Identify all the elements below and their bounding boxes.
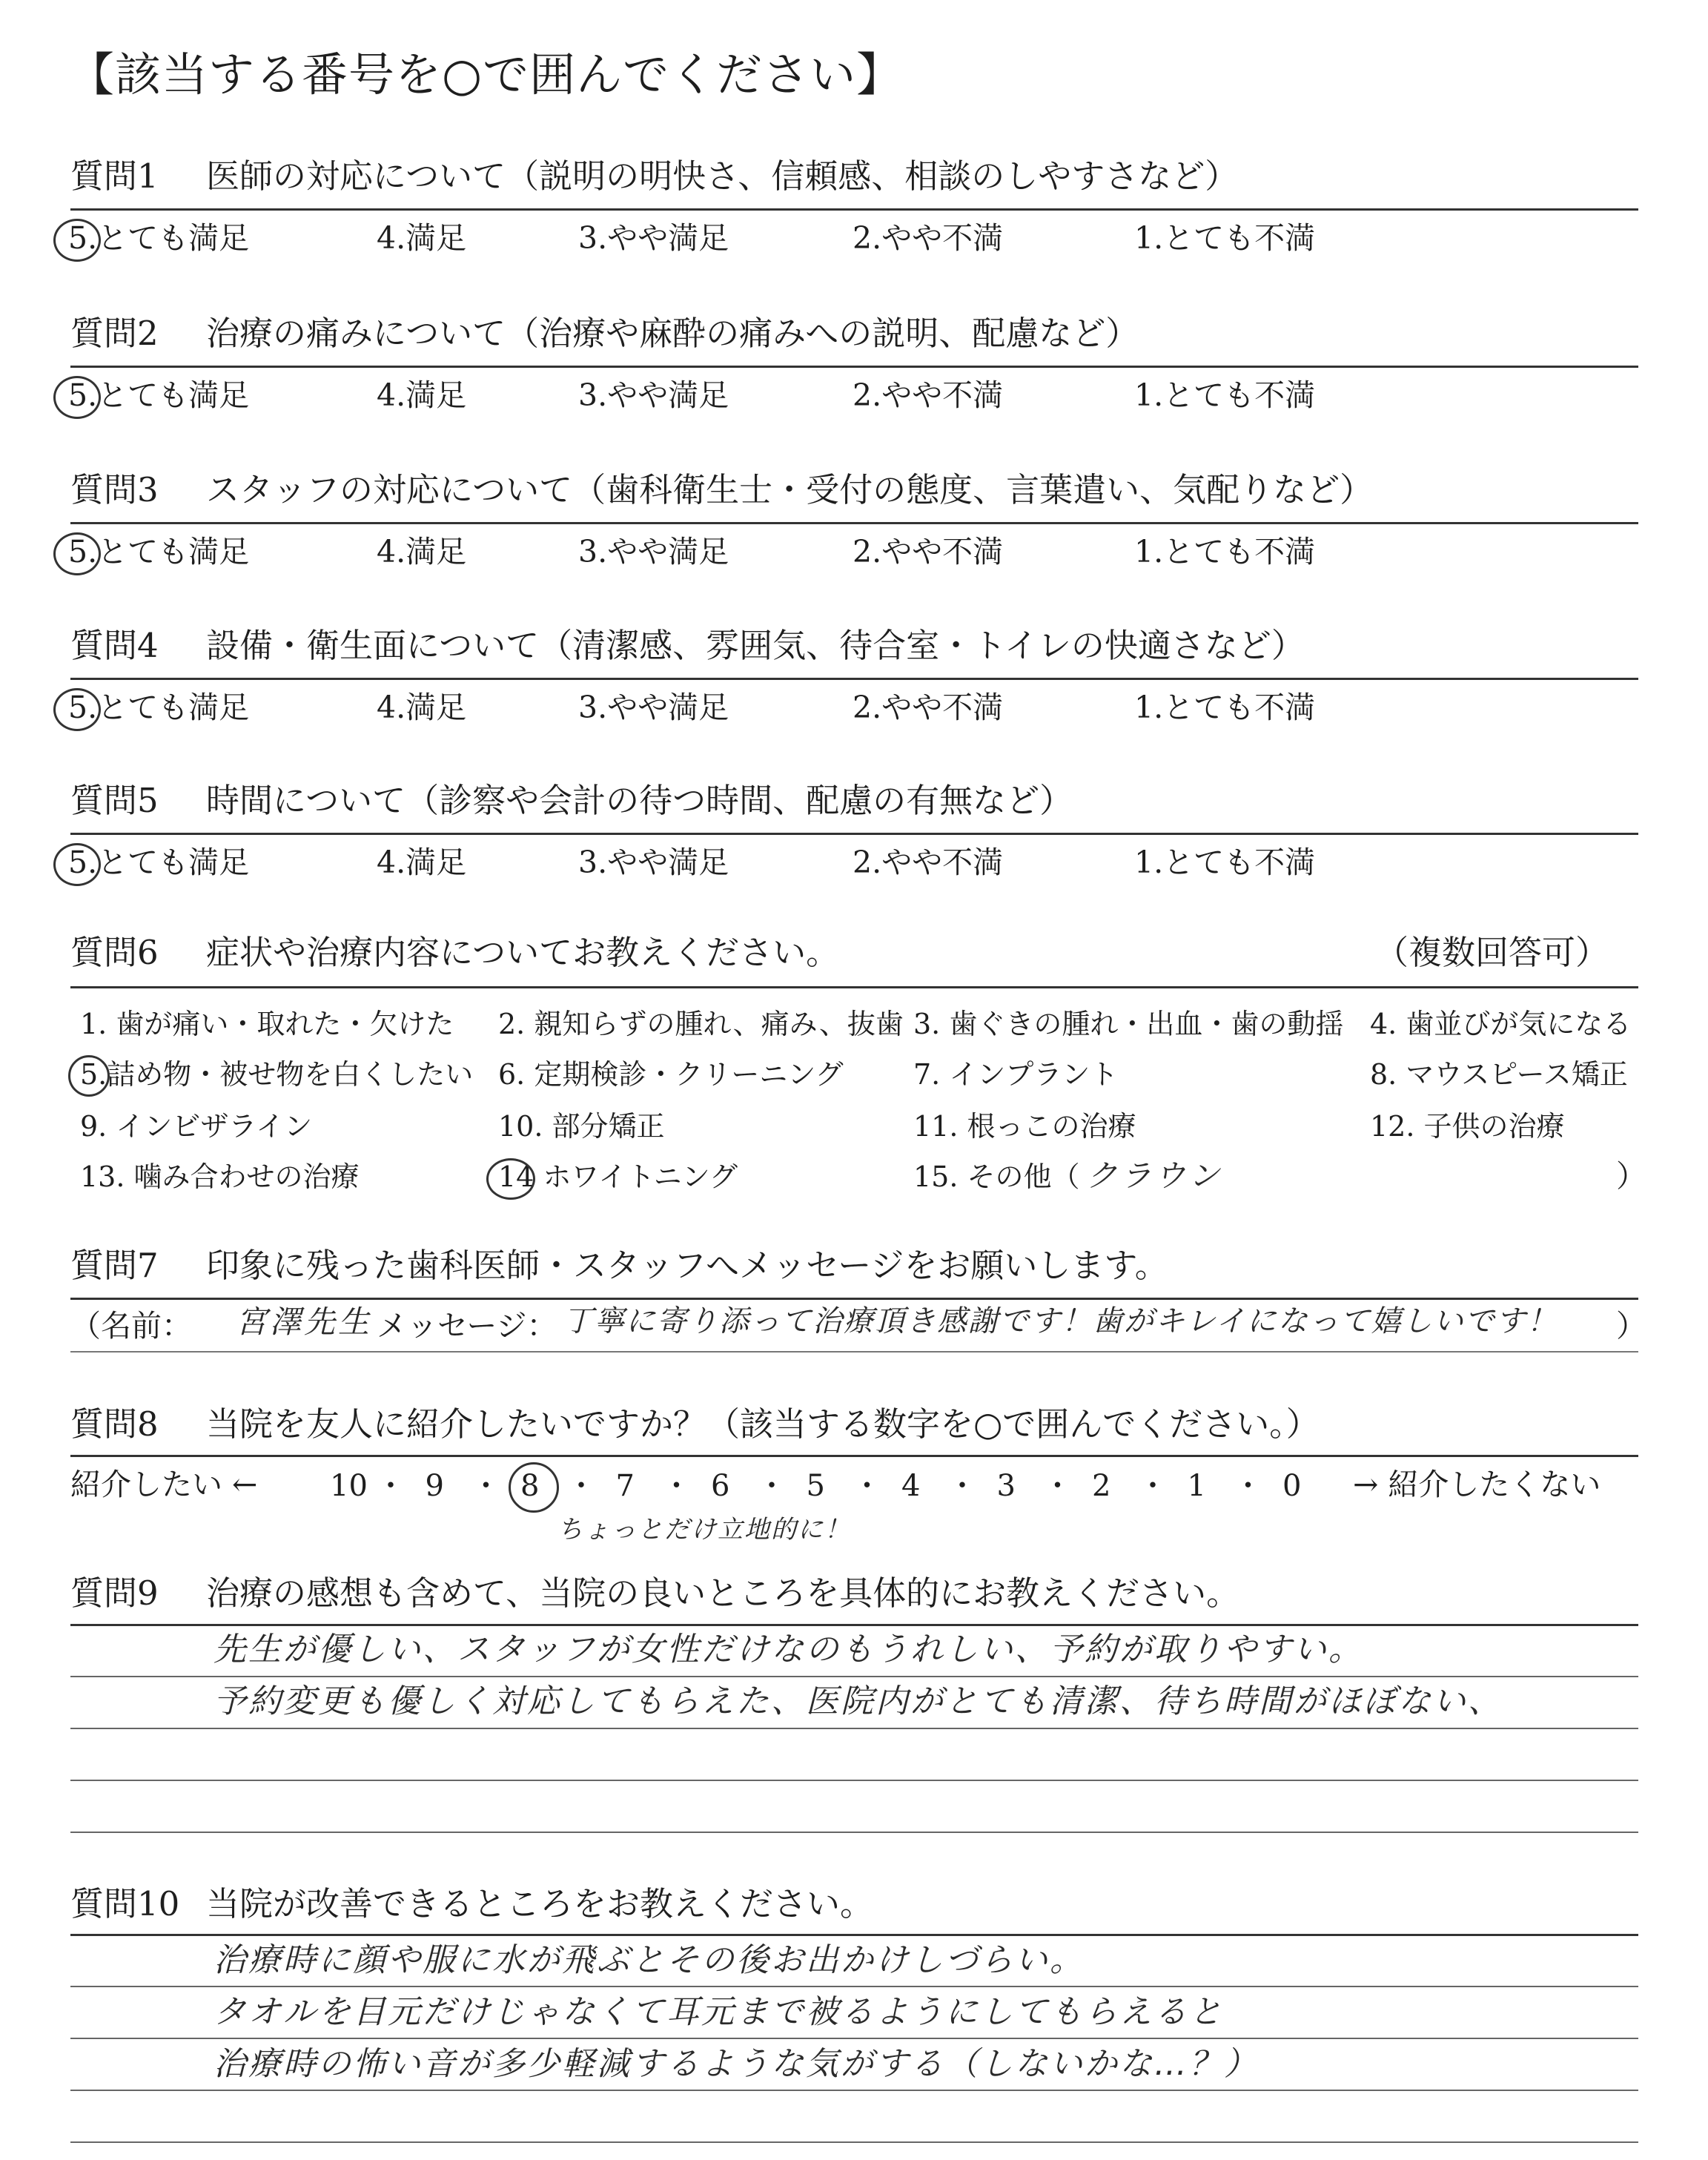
q8-scale-3[interactable]: 3 (996, 1469, 1016, 1503)
q9-answer-rule (70, 1728, 1638, 1729)
q4-option-5[interactable]: 5.とても満足 (68, 690, 250, 725)
q9-rule (70, 1624, 1638, 1626)
q3-label: 質問3 (70, 470, 159, 509)
q1-label: 質問1 (70, 156, 159, 196)
q5-text: 時間について（診察や会計の待つ時間、配慮の有無など） (206, 781, 1073, 820)
q10-answer-rule (70, 2038, 1638, 2039)
q8-scale-separator: ・ (471, 1469, 501, 1503)
q2-text: 治療の痛みについて（治療や麻酔の痛みへの説明、配慮など） (206, 314, 1139, 353)
q10-rule (70, 1934, 1638, 1936)
q3-option-3[interactable]: 3.やや満足 (578, 534, 729, 569)
q7-answer-rule (70, 1351, 1638, 1353)
q4-option-3[interactable]: 3.やや満足 (578, 690, 729, 725)
q8-scale-1[interactable]: 1 (1187, 1469, 1206, 1503)
q4-label: 質問4 (70, 626, 159, 665)
q7-message-value[interactable]: 丁寧に寄り添って治療頂き感謝です！歯がキレイになって嬉しいです！ (563, 1304, 1558, 1338)
q7-rule (70, 1298, 1638, 1300)
q6-option-9[interactable]: 9. インビザライン (80, 1110, 313, 1143)
q2-option-2[interactable]: 2.やや不満 (853, 377, 1004, 413)
q8-scale-0[interactable]: 0 (1282, 1469, 1302, 1503)
q6-option-15[interactable]: 15. その他（ (913, 1160, 1080, 1193)
q8-selected-circle[interactable] (509, 1462, 559, 1513)
q8-scale-8[interactable]: 8 (520, 1469, 540, 1503)
q6-selected-circle-5[interactable] (68, 1055, 110, 1097)
q9-answer-rule (70, 1832, 1638, 1833)
q7-name-label: （名前： (70, 1308, 192, 1344)
page-title: 【該当する番号を○で囲んでください】 (68, 47, 904, 102)
q1-rule (70, 208, 1638, 211)
q6-option-12[interactable]: 12. 子供の治療 (1370, 1110, 1565, 1143)
q7-close-paren: ） (1616, 1308, 1646, 1344)
q1-option-4[interactable]: 4.満足 (377, 220, 467, 256)
q3-option-2[interactable]: 2.やや不満 (853, 534, 1004, 569)
q1-option-5[interactable]: 5.とても満足 (68, 220, 250, 256)
q6-option-6[interactable]: 6. 定期検診・クリーニング (498, 1058, 844, 1091)
q8-scale-2[interactable]: 2 (1092, 1469, 1111, 1503)
q8-right-label: → 紹介したくない (1353, 1467, 1601, 1502)
q6-option-3[interactable]: 3. 歯ぐきの腫れ・出血・歯の動揺 (913, 1008, 1344, 1040)
q9-answer-line[interactable]: 先生が優しい、スタッフが女性だけなのもうれしい、予約が取りやすい。 (214, 1631, 1363, 1668)
q9-answer-rule (70, 1676, 1638, 1677)
q8-comment: ちょっとだけ立地的に！ (557, 1515, 851, 1545)
q2-option-1[interactable]: 1.とても不満 (1134, 377, 1316, 413)
q5-selected-circle[interactable] (53, 843, 101, 886)
q6-option-4[interactable]: 4. 歯並びが気になる (1370, 1008, 1632, 1040)
q5-rule (70, 833, 1638, 835)
q10-answer-rule (70, 2090, 1638, 2091)
q3-rule (70, 522, 1638, 524)
q7-label: 質問7 (70, 1246, 159, 1285)
q10-answer-rule (70, 2141, 1638, 2143)
q6-note: （複数回答可） (1375, 933, 1609, 972)
q6-option-13[interactable]: 13. 噛み合わせの治療 (80, 1160, 360, 1193)
q4-selected-circle[interactable] (53, 688, 101, 731)
q8-scale-separator: ・ (661, 1469, 692, 1503)
q4-option-2[interactable]: 2.やや不満 (853, 690, 1004, 725)
q6-option-2[interactable]: 2. 親知らずの腫れ、痛み、抜歯 (498, 1008, 904, 1040)
q6-option-5[interactable]: 5.詰め物・被せ物を白くしたい (80, 1058, 474, 1091)
q10-text: 当院が改善できるところをお教えください。 (206, 1884, 874, 1923)
q1-option-1[interactable]: 1.とても不満 (1134, 220, 1316, 256)
q4-rule (70, 678, 1638, 680)
q6-option-10[interactable]: 10. 部分矯正 (498, 1110, 665, 1143)
q8-scale-5[interactable]: 5 (806, 1469, 825, 1503)
q6-label: 質問6 (70, 933, 159, 972)
q10-answer-line[interactable]: 治療時の怖い音が多少軽減するような気がする（しないかな…？） (214, 2045, 1259, 2083)
q6-option-14[interactable]: 14 ホワイトニング (498, 1160, 738, 1193)
q8-scale-separator: ・ (566, 1469, 596, 1503)
q8-scale-6[interactable]: 6 (711, 1469, 730, 1503)
q5-option-4[interactable]: 4.満足 (377, 845, 467, 880)
q1-option-3[interactable]: 3.やや満足 (578, 220, 729, 256)
q5-label: 質問5 (70, 781, 159, 820)
q7-message-label: メッセージ： (377, 1308, 557, 1344)
q8-scale-separator: ・ (852, 1469, 882, 1503)
q8-scale-7[interactable]: 7 (615, 1469, 635, 1503)
q2-rule (70, 366, 1638, 368)
q6-other-answer: クラウン (1086, 1157, 1223, 1194)
q5-option-5[interactable]: 5.とても満足 (68, 845, 250, 880)
q8-scale-separator: ・ (1042, 1469, 1073, 1503)
q2-selected-circle[interactable] (53, 376, 101, 419)
q3-option-5[interactable]: 5.とても満足 (68, 534, 250, 569)
q3-text: スタッフの対応について（歯科衛生士・受付の態度、言葉遣い、気配りなど） (206, 470, 1374, 509)
q1-option-2[interactable]: 2.やや不満 (853, 220, 1004, 256)
q6-option-8[interactable]: 8. マウスピース矯正 (1370, 1058, 1628, 1091)
q8-scale-separator: ・ (947, 1469, 977, 1503)
q8-scale-separator: ・ (376, 1469, 406, 1503)
q2-label: 質問2 (70, 314, 159, 353)
q8-scale-9[interactable]: 9 (425, 1469, 444, 1503)
q8-scale-separator: ・ (1233, 1469, 1263, 1503)
q4-option-1[interactable]: 1.とても不満 (1134, 690, 1316, 725)
q8-scale-10[interactable]: 10 (330, 1469, 368, 1503)
q6-close-paren: ） (1616, 1158, 1646, 1194)
q6-selected-circle-14[interactable] (486, 1158, 535, 1200)
q8-label: 質問8 (70, 1404, 159, 1444)
q7-name-value[interactable]: 宮澤先生 (236, 1304, 373, 1340)
q5-option-1[interactable]: 1.とても不満 (1134, 845, 1316, 880)
q9-answer-rule (70, 1780, 1638, 1781)
q2-option-3[interactable]: 3.やや満足 (578, 377, 729, 413)
q8-scale-separator: ・ (1138, 1469, 1168, 1503)
q8-scale-4[interactable]: 4 (901, 1469, 921, 1503)
q4-text: 設備・衛生面について（清潔感、雰囲気、待合室・トイレの快適さなど） (206, 626, 1305, 665)
q3-option-4[interactable]: 4.満足 (377, 534, 467, 569)
q10-answer-rule (70, 1986, 1638, 1987)
q5-option-3[interactable]: 3.やや満足 (578, 845, 729, 880)
q6-rule (70, 986, 1638, 988)
q8-left-label: 紹介したい ← (70, 1467, 258, 1502)
q6-text: 症状や治療内容についてお教えください。 (206, 933, 840, 972)
q9-answer-line[interactable]: 予約変更も優しく対応してもらえた、医院内がとても清潔、待ち時間がほぼない、 (214, 1682, 1503, 1720)
q8-scale-separator: ・ (757, 1469, 787, 1503)
q6-option-1[interactable]: 1. 歯が痛い・取れた・欠けた (80, 1008, 454, 1040)
q8-rule (70, 1455, 1638, 1457)
q7-text: 印象に残った歯科医師・スタッフへメッセージをお願いします。 (206, 1246, 1168, 1285)
q9-label: 質問9 (70, 1573, 159, 1613)
q5-option-2[interactable]: 2.やや不満 (853, 845, 1004, 880)
q6-option-11[interactable]: 11. 根っこの治療 (913, 1110, 1136, 1143)
q2-option-5[interactable]: 5.とても満足 (68, 377, 250, 413)
q6-option-7[interactable]: 7. インプラント (913, 1058, 1119, 1091)
q1-selected-circle[interactable] (53, 219, 101, 262)
q4-option-4[interactable]: 4.満足 (377, 690, 467, 725)
q10-answer-line[interactable]: タオルを目元だけじゃなくて耳元まで被るようにしてもらえると (214, 1993, 1224, 2031)
q3-selected-circle[interactable] (53, 532, 101, 575)
q3-option-1[interactable]: 1.とても不満 (1134, 534, 1316, 569)
q8-text: 当院を友人に紹介したいですか？（該当する数字を○で囲んでください。） (206, 1404, 1320, 1444)
q1-text: 医師の対応について（説明の明快さ、信頼感、相談のしやすさなど） (206, 156, 1239, 196)
q10-label: 質問10 (70, 1884, 180, 1923)
q2-option-4[interactable]: 4.満足 (377, 377, 467, 413)
q9-text: 治療の感想も含めて、当院の良いところを具体的にお教えください。 (206, 1573, 1240, 1613)
q10-answer-line[interactable]: 治療時に顔や服に水が飛ぶとその後お出かけしづらい。 (214, 1941, 1085, 1979)
